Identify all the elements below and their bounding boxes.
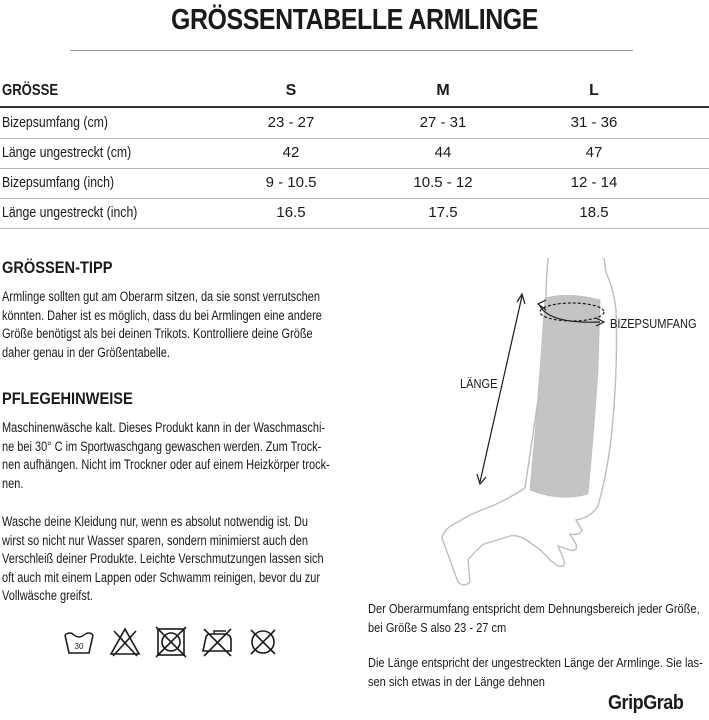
row-label: Länge ungestreckt (cm) [2,144,132,161]
text-line: Der Oberarmumfang entspricht dem Dehnungsbereich jeder Größe, [368,601,700,616]
table-row [0,168,709,198]
arm-sleeve [530,295,600,497]
arm-illustration [360,250,709,610]
cell-l: 12 - 14 [570,174,618,191]
cell-l: 18.5 [579,204,609,221]
arm-diagram [360,250,709,610]
cell-s: 42 [282,144,300,161]
cell-l: 47 [585,144,603,161]
cell-s: 23 - 27 [267,114,315,131]
no-tumble-dry-icon [154,625,188,659]
text-line: oft auch mit einem Lappen oder Schwamm reinigen, bevor du zur [2,569,320,585]
care-heading: PFLEGEHINWEISE [2,389,133,408]
text-line: Wasche deine Kleidung nur, wenn es absolut notwendig ist. Du [2,514,309,529]
table-header-row [0,76,709,106]
cell-m: 17.5 [428,204,458,221]
header-size-m: M [436,82,450,99]
care-text [2,419,355,493]
table-row [0,138,709,168]
cell-m: 27 - 31 [419,114,467,131]
title-divider [70,50,633,51]
text-line: Maschinenwäsche kalt. Dieses Produkt kann in der Waschmaschi- [2,420,326,435]
cell-m: 10.5 - 12 [413,174,473,191]
cell-m: 44 [434,144,452,161]
header-size-label: GRÖSSE [2,82,59,99]
text-line: bei Größe S also 23 - 27 cm [368,620,507,635]
row-label: Bizepsumfang (cm) [2,114,108,131]
text-line: ne bei 30° C im Sportwaschgang gewaschen werden. Zum Trock- [2,438,322,454]
text-line: wirst so nicht nur Wasser sparen, sondern minimierst auch den [2,532,308,548]
page-title: GRÖSSENTABELLE ARMLINGE [170,4,538,36]
wash-30-icon [62,625,96,659]
row-label: Bizepsumfang (inch) [2,174,115,191]
gripgrab-logo: GripGrab [608,692,684,714]
text-line: könnten. Daher ist es möglich, dass du bei Armlingen eine andere [2,307,322,323]
text-line: Verschleiß deiner Produkte. Leichte Verschmutzungen lassen sich [2,551,324,566]
text-line: daher genau in der Größentabelle. [2,344,170,360]
cell-l: 31 - 36 [570,114,618,131]
care-text-extra [2,513,355,606]
text-line: Vollwäsche greifst. [2,588,93,603]
no-iron-icon [200,625,234,659]
care-icons [62,625,292,661]
size-tip-text [2,288,355,362]
cell-s: 16.5 [276,204,306,221]
text-line: Größe benötigst als bei deinen Trikots. Kontrolliere deine Größe [2,326,313,341]
text-line: sen sich etwas in der Länge dehnen [368,674,545,689]
row-label: Länge ungestreckt (inch) [2,204,138,221]
table-row [0,108,709,138]
text-line: Die Länge entspricht der ungestreckten Länge der Armlinge. Sie las- [368,655,703,670]
size-tip-heading: GRÖSSEN-TIPP [2,258,113,277]
length-label: LÄNGE [460,376,498,391]
no-dry-clean-icon [246,625,280,659]
no-bleach-icon [108,625,142,659]
bicep-note [368,599,700,637]
text-line: nen aufhängen. Nicht im Trockner oder auf einem Heizkörper trock- [2,457,330,472]
text-line: nen. [2,475,24,491]
header-size-l: L [589,82,599,99]
length-note [368,653,703,691]
wash-temp-label: 30 [74,642,84,651]
cell-s: 9 - 10.5 [265,174,317,191]
table-divider [0,228,709,229]
text-line: Armlinge sollten gut am Oberarm sitzen, da sie sonst verrutschen [2,289,320,304]
header-size-s: S [285,82,297,99]
bicep-label: BIZEPSUMFANG [610,316,697,331]
table-row [0,198,709,228]
